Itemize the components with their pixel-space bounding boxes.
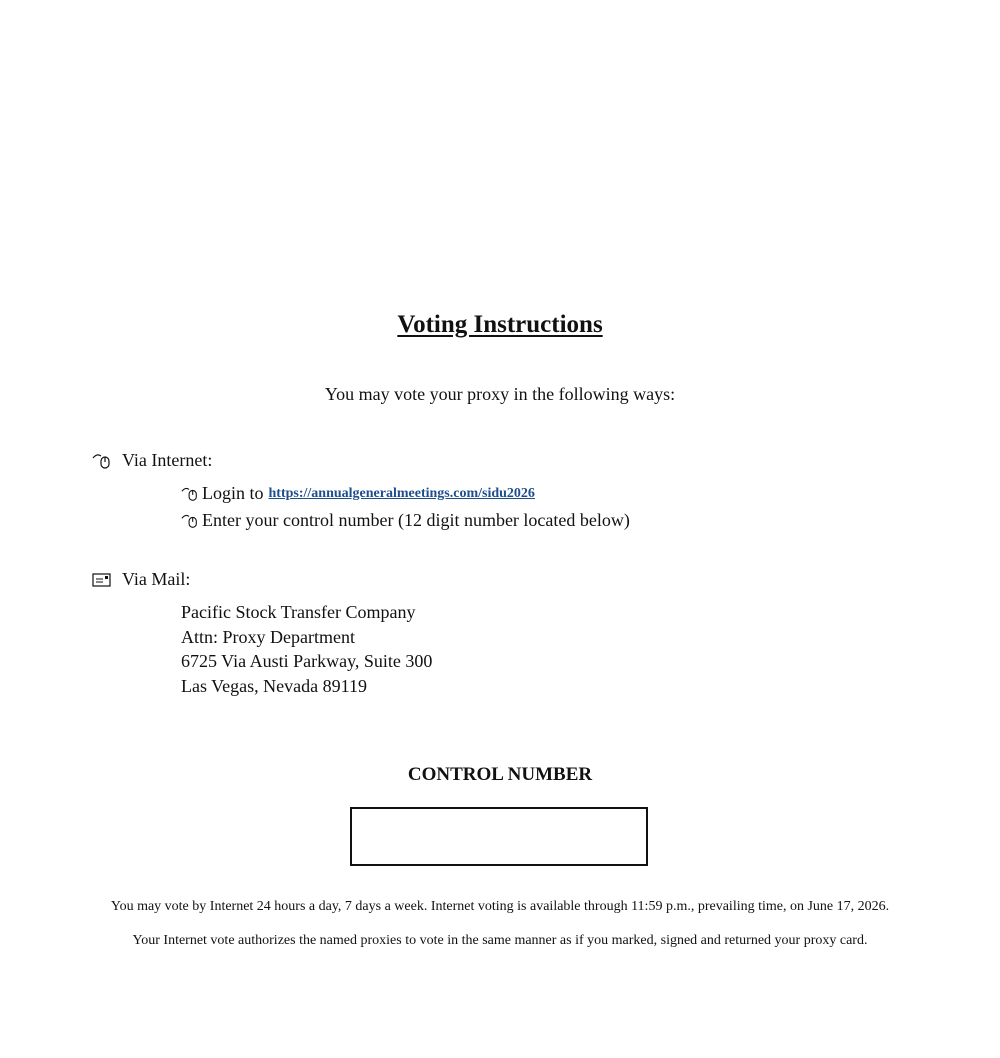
- page-title: Voting Instructions: [397, 311, 603, 338]
- address-line: Las Vegas, Nevada 89119: [181, 675, 367, 696]
- internet-section-heading: [92, 450, 212, 471]
- mailing-address: [181, 600, 432, 698]
- envelope-icon: [92, 571, 112, 589]
- address-line: 6725 Via Austi Parkway, Suite 300: [181, 651, 433, 671]
- internet-step-control-number: [181, 510, 630, 531]
- footnote-availability: You may vote by Internet 24 hours a day, 7 days a week. Internet voting is available through 11:59 p.m., prevailing time, on June 17, 2026.: [110, 899, 890, 914]
- mouse-icon: [92, 452, 112, 470]
- control-number-label: CONTROL NUMBER: [407, 764, 593, 785]
- intro-text: You may vote your proxy in the following ways:: [324, 384, 676, 404]
- internet-heading-label: Via Internet:: [122, 450, 213, 470]
- mail-heading-label: Via Mail:: [122, 569, 191, 589]
- internet-step-login: [181, 483, 535, 504]
- control-number-step-text: Enter your control number (12 digit number located below): [202, 510, 630, 530]
- address-line: Pacific Stock Transfer Company: [181, 602, 416, 622]
- mouse-icon: [181, 512, 199, 530]
- mouse-icon: [181, 485, 199, 503]
- mail-section-heading: [92, 569, 190, 590]
- voting-website-link[interactable]: https://annualgeneralmeetings.com/sidu2026: [268, 485, 535, 501]
- control-number-box: [350, 807, 648, 866]
- address-line: Attn: Proxy Department: [181, 626, 355, 647]
- login-prefix: Login to: [202, 483, 264, 503]
- footnote-authorization: Your Internet vote authorizes the named proxies to vote in the same manner as if you marked, signed and returned your proxy card.: [132, 933, 868, 948]
